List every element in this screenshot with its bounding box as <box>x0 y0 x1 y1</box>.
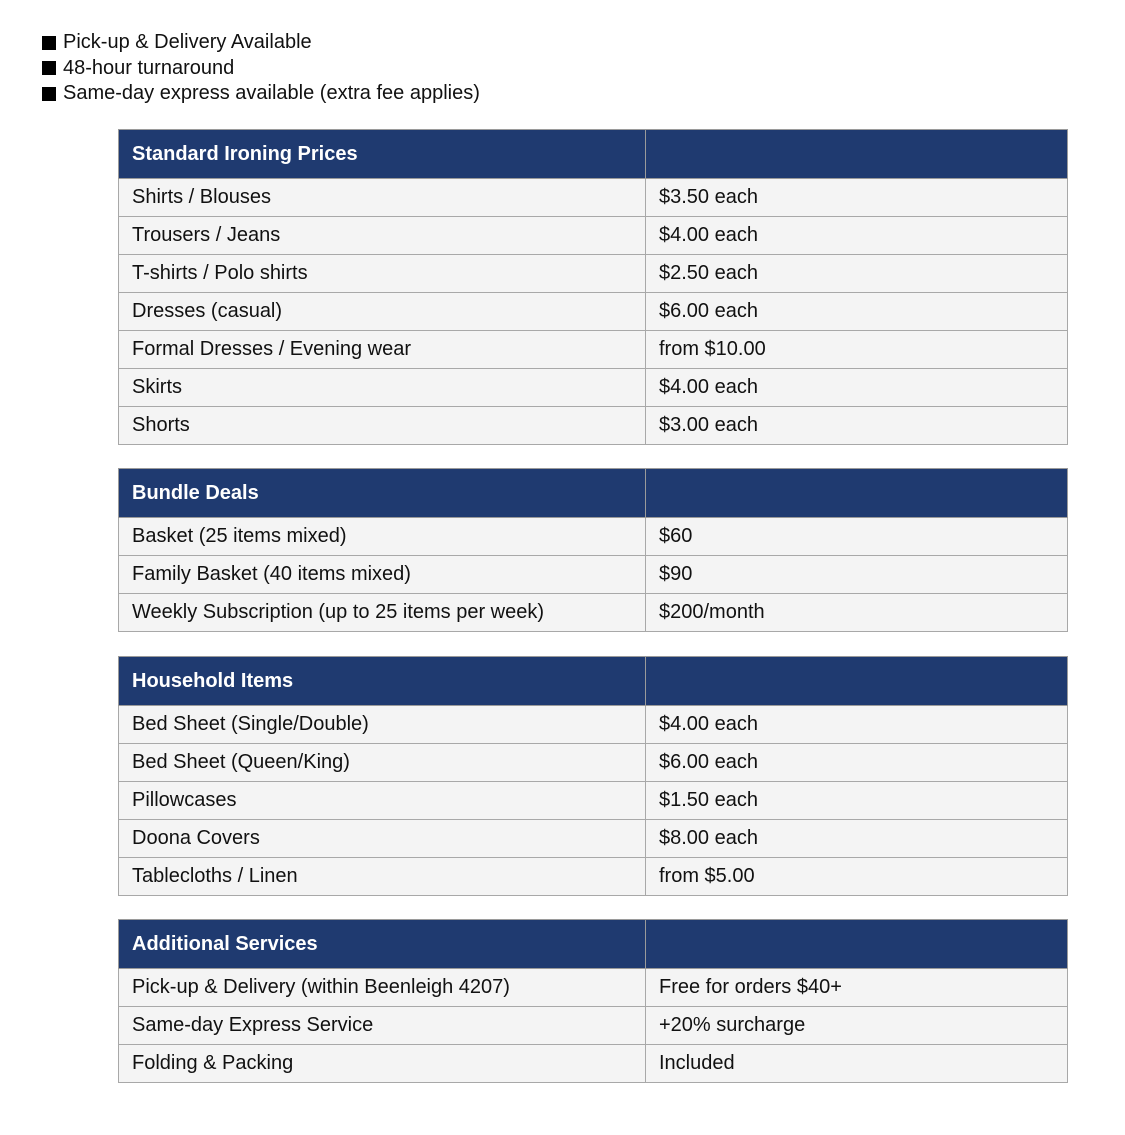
item-name: Bed Sheet (Queen/King) <box>119 744 646 782</box>
item-price: $60 <box>646 518 1068 556</box>
item-name: Doona Covers <box>119 820 646 858</box>
table-header-empty <box>646 130 1068 179</box>
table-row <box>119 744 1068 782</box>
list-item <box>42 30 480 56</box>
table-title: Household Items <box>119 657 646 706</box>
item-name: Shorts <box>119 407 646 445</box>
bundle-deals-table <box>118 468 1068 632</box>
table-header-row <box>119 920 1068 969</box>
item-name: Bed Sheet (Single/Double) <box>119 706 646 744</box>
item-name: Pick-up & Delivery (within Beenleigh 4207) <box>119 969 646 1007</box>
table-row <box>119 969 1068 1007</box>
item-price: $3.00 each <box>646 407 1068 445</box>
item-price: $6.00 each <box>646 744 1068 782</box>
item-price: Free for orders $40+ <box>646 969 1068 1007</box>
item-price: $3.50 each <box>646 179 1068 217</box>
item-name: Same-day Express Service <box>119 1007 646 1045</box>
item-name: Formal Dresses / Evening wear <box>119 331 646 369</box>
table-row <box>119 217 1068 255</box>
item-name: T-shirts / Polo shirts <box>119 255 646 293</box>
table-title: Standard Ironing Prices <box>119 130 646 179</box>
table-title: Additional Services <box>119 920 646 969</box>
additional-services-table <box>118 919 1068 1083</box>
item-price: $4.00 each <box>646 217 1068 255</box>
item-price: $8.00 each <box>646 820 1068 858</box>
table-row <box>119 255 1068 293</box>
table-row <box>119 782 1068 820</box>
square-bullet-icon <box>42 36 56 50</box>
feature-text: Same-day express available (extra fee applies) <box>63 82 480 104</box>
table-header-row <box>119 657 1068 706</box>
table-row <box>119 594 1068 632</box>
item-name: Tablecloths / Linen <box>119 858 646 896</box>
feature-text: Pick-up & Delivery Available <box>63 31 312 53</box>
item-price: Included <box>646 1045 1068 1083</box>
table-row <box>119 407 1068 445</box>
table-header-row <box>119 130 1068 179</box>
table-header-empty <box>646 657 1068 706</box>
item-price: from $5.00 <box>646 858 1068 896</box>
table-row <box>119 369 1068 407</box>
item-price: $6.00 each <box>646 293 1068 331</box>
table-row <box>119 820 1068 858</box>
item-name: Pillowcases <box>119 782 646 820</box>
list-item <box>42 81 480 107</box>
table-header-empty <box>646 920 1068 969</box>
item-name: Folding & Packing <box>119 1045 646 1083</box>
item-price: from $10.00 <box>646 331 1068 369</box>
table-row <box>119 179 1068 217</box>
table-row <box>119 293 1068 331</box>
item-name: Skirts <box>119 369 646 407</box>
table-row <box>119 556 1068 594</box>
table-row <box>119 1007 1068 1045</box>
item-price: $90 <box>646 556 1068 594</box>
table-header-row <box>119 469 1068 518</box>
item-price: $4.00 each <box>646 706 1068 744</box>
household-items-table <box>118 656 1068 896</box>
square-bullet-icon <box>42 87 56 101</box>
feature-list <box>42 30 480 107</box>
item-name: Shirts / Blouses <box>119 179 646 217</box>
table-header-empty <box>646 469 1068 518</box>
item-price: $4.00 each <box>646 369 1068 407</box>
table-row <box>119 518 1068 556</box>
item-name: Weekly Subscription (up to 25 items per week) <box>119 594 646 632</box>
item-name: Trousers / Jeans <box>119 217 646 255</box>
item-price: $2.50 each <box>646 255 1068 293</box>
item-name: Family Basket (40 items mixed) <box>119 556 646 594</box>
table-row <box>119 331 1068 369</box>
square-bullet-icon <box>42 61 56 75</box>
item-price: $1.50 each <box>646 782 1068 820</box>
feature-text: 48-hour turnaround <box>63 56 235 79</box>
item-name: Dresses (casual) <box>119 293 646 331</box>
standard-ironing-prices-table <box>118 129 1068 445</box>
item-price: $200/month <box>646 594 1068 632</box>
table-row <box>119 858 1068 896</box>
table-row <box>119 1045 1068 1083</box>
table-row <box>119 706 1068 744</box>
list-item <box>42 56 480 82</box>
item-price: +20% surcharge <box>646 1007 1068 1045</box>
item-name: Basket (25 items mixed) <box>119 518 646 556</box>
table-title: Bundle Deals <box>119 469 646 518</box>
